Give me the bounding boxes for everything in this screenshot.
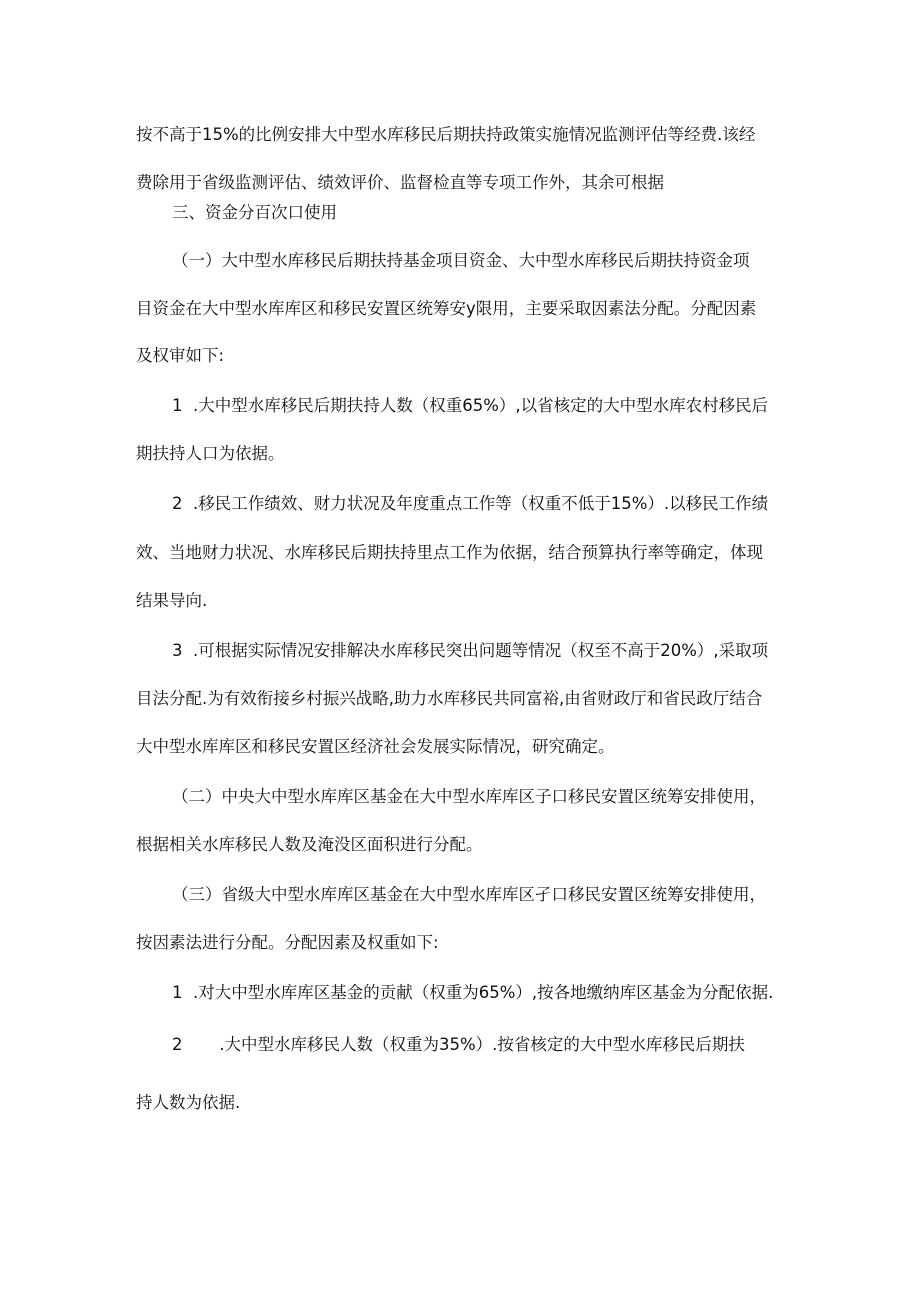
text-line: （三）省级大中型水库库区基金在大中型水库库区孑口移民安置区统筹安排使用，	[172, 885, 766, 904]
text-line: 目资金在大中型水库库区和移民安置区统筹安y限用，主要采取因素法分配。分配因素	[136, 299, 757, 318]
text-line: 按因素法进行分配。分配因素及权重如下:	[136, 933, 439, 952]
section-heading: 三、资金分百次口使用	[172, 203, 337, 222]
text-line: 期扶持人口为依据。	[136, 444, 285, 463]
text-line: 2 .大中型水库移民人数（权重为35%）.按省核定的大中型水库移民后期扶	[172, 1035, 745, 1054]
text-line: 大中型水库库区和移民安置区经济社会发展实际情况，研究确定。	[136, 737, 615, 756]
text-line: 按不高于15%的比例安排大中型水库移民后期扶持政策实施情况监测评估等经费.该经	[136, 125, 756, 144]
text-line: （二）中央大中型水库库区基金在大中型水库库区子口移民安置区统筹安排使用，	[172, 787, 766, 806]
text-line: 效、当地财力状况、水库移民后期扶持里点工作为依据，结合预算执行率等确定，体现	[136, 543, 763, 562]
text-line: 1 .对大中型水库库区基金的贡献（权重为65%）,按各地缴纳库区基金为分配依据.	[172, 983, 774, 1002]
text-line: 根据相关水库移民人数及淹没区面积进行分配。	[136, 835, 483, 854]
text-line: 费除用于省级监测评估、绩效评价、监督检直等专项工作外，其余可根据	[136, 173, 664, 192]
text-line: 2 .移民工作绩效、财力状况及年度重点工作等（权重不低于15%）.以移民工作绩	[172, 494, 769, 513]
text-line: 结果导向.	[136, 591, 208, 610]
text-line: 1 .大中型水库移民后期扶持人数（权重65%）,以省核定的大中型水库农村移民后	[172, 396, 769, 415]
text-line: 持人数为依据.	[136, 1093, 241, 1112]
text-line: 及权审如下:	[136, 346, 225, 365]
text-line: （一）大中型水库移民后期扶持基金项目资金、大中型水库移民后期扶持资金项	[172, 251, 750, 270]
text-line: 3 .可根据实际情况安排解决水库移民突出问题等情况（权至不高于20%）,采取项	[172, 641, 769, 660]
text-line: 目法分配.为有效衔接乡村振兴战略,助力水库移民共同富裕,由省财政厅和省民政厅结合	[136, 689, 763, 708]
